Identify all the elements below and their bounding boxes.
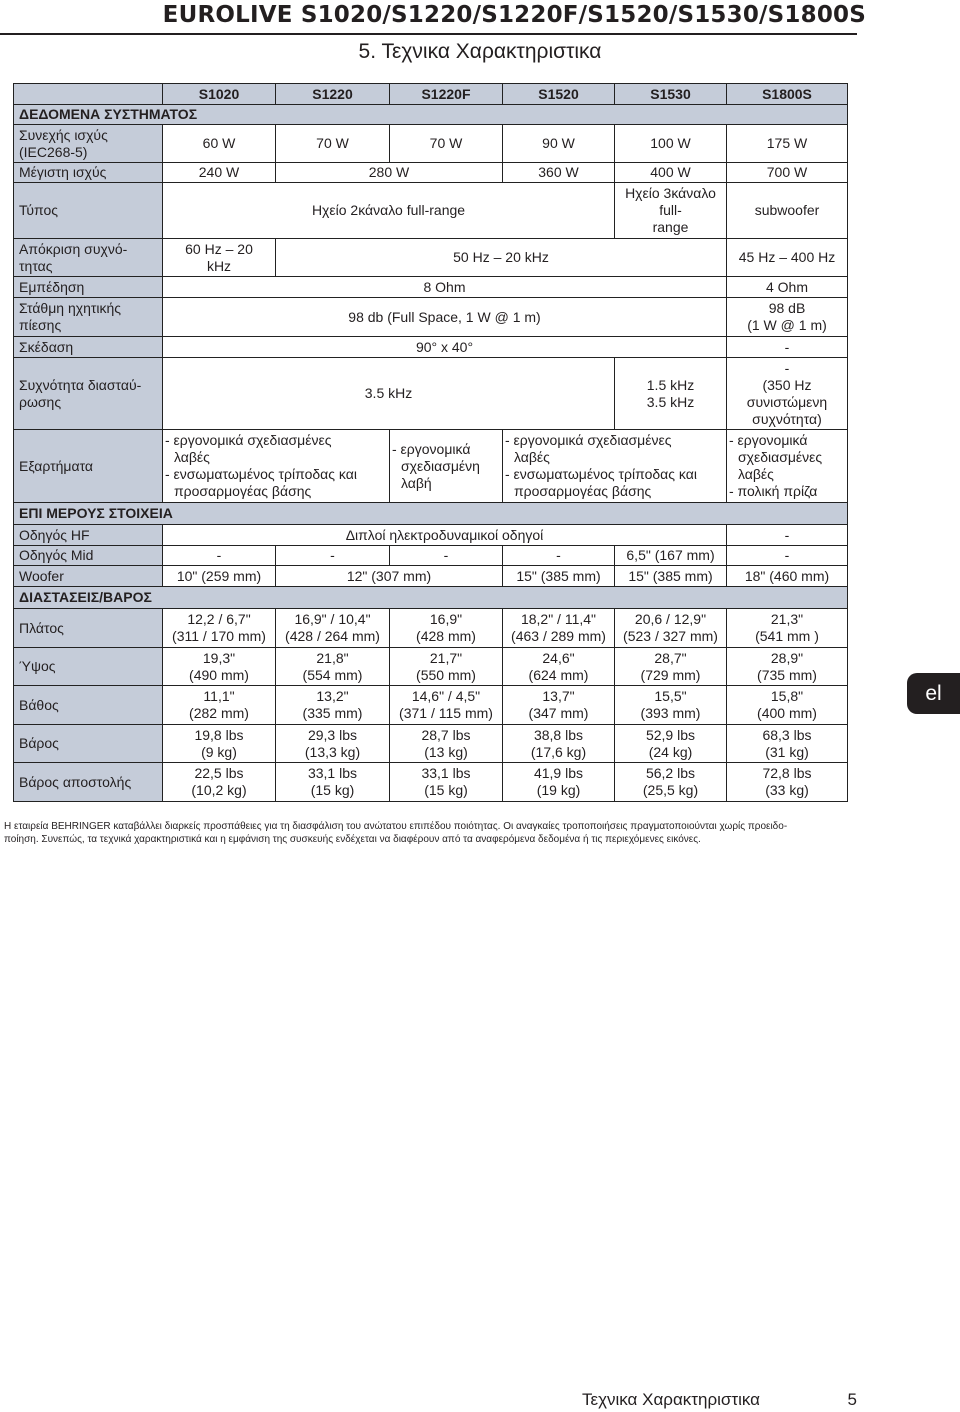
value-cell: 19,8 lbs (9 kg) <box>163 725 276 763</box>
value-cell: 38,8 lbs (17,6 kg) <box>503 725 615 763</box>
value-cell: 28,7 lbs (13 kg) <box>390 725 503 763</box>
row-label: Woofer <box>14 566 163 587</box>
value-cell: 45 Hz – 400 Hz <box>727 239 848 277</box>
spec-row-continuous-power <box>14 125 848 163</box>
value-cell: 8 Ohm <box>163 277 727 298</box>
value-cell: 70 W <box>276 125 390 163</box>
spec-row-weight <box>14 725 848 763</box>
spec-row-mid-driver <box>14 546 848 566</box>
value-cell: 24,6" (624 mm) <box>503 648 615 686</box>
value-cell: 33,1 lbs (15 kg) <box>276 763 390 802</box>
section-heading-components: ΕΠΙ ΜΕΡΟΥΣ ΣΤΟΙΧΕΙΑ <box>14 503 848 525</box>
disclaimer-note: Η εταιρεία BEHRINGER καταβάλλει διαρκείς προσπάθειες για τη διασφάλιση του ανώτατου επιπέδου ποιότητας. Οι αναγκαίες τροποποιήσεις πραγματοποιούνται χωρίς προειδο- ποίηση. Συνεπώς, τα τεχνικά χαρακτηριστικά και η εμφάνιση της συσκευής ενδέχεται να διαφέρουν από τα αναφερόμενα δεδομένα ή τις περιεχόμενες εικόνες. <box>4 821 788 845</box>
value-cell: 175 W <box>727 125 848 163</box>
row-label: Ύψος <box>14 648 163 686</box>
value-cell: 6,5" (167 mm) <box>615 546 727 566</box>
value-cell: 700 W <box>727 163 848 183</box>
section-heading-dimensions: ΔΙΑΣΤΑΣΕΙΣ/ΒΑΡΟΣ <box>14 587 848 609</box>
spec-row-frequency-response <box>14 239 848 277</box>
model-header-row <box>14 84 848 105</box>
spec-row-width <box>14 609 848 648</box>
value-cell: 15,5" (393 mm) <box>615 686 727 725</box>
value-cell: 13,2" (335 mm) <box>276 686 390 725</box>
value-cell: 20,6 / 12,9" (523 / 327 mm) <box>615 609 727 648</box>
value-cell: 11,1" (282 mm) <box>163 686 276 725</box>
section-row <box>14 105 848 125</box>
value-cell: - <box>727 337 848 358</box>
row-label: Βάρος <box>14 725 163 763</box>
value-cell: Ηχείο 2κάναλο full-range <box>163 183 615 239</box>
value-cell: 240 W <box>163 163 276 183</box>
value-cell: 100 W <box>615 125 727 163</box>
value-cell: 56,2 lbs (25,5 kg) <box>615 763 727 802</box>
value-cell: 50 Hz – 20 kHz <box>276 239 727 277</box>
value-cell: 33,1 lbs (15 kg) <box>390 763 503 802</box>
value-cell: - εργονομικά σχεδιασμένη λαβή <box>390 430 503 503</box>
value-cell: 16,9" (428 mm) <box>390 609 503 648</box>
model-header: S1800S <box>727 84 848 105</box>
value-cell: 68,3 lbs (31 kg) <box>727 725 848 763</box>
spec-row-depth <box>14 686 848 725</box>
model-header: S1220 <box>276 84 390 105</box>
footer-section-title: Τεχνικα Χαρακτηριστικα <box>581 1390 760 1409</box>
spec-row-dispersion <box>14 337 848 358</box>
value-cell: 14,6" / 4,5" (371 / 115 mm) <box>390 686 503 725</box>
value-cell: - <box>276 546 390 566</box>
spec-table <box>13 83 848 802</box>
value-cell: 98 db (Full Space, 1 W @ 1 m) <box>163 298 727 337</box>
document-title: EUROLIVE S1020/S1220/S1220F/S1520/S1530/S1800S <box>162 2 866 28</box>
section-heading-system: ΔΕΔΟΜΕΝΑ ΣΥΣΤΗΜΑΤΟΣ <box>14 105 848 125</box>
spec-row-height <box>14 648 848 686</box>
spec-row-impedance <box>14 277 848 298</box>
value-cell: 13,7" (347 mm) <box>503 686 615 725</box>
value-cell: 360 W <box>503 163 615 183</box>
value-cell: - εργονομικά σχεδιασμένες λαβές - πολική πρίζα <box>727 430 848 503</box>
language-tab: el <box>907 673 960 714</box>
section-title: 5. Τεχνικα Χαρακτηριστικα <box>358 40 602 63</box>
model-header: S1220F <box>390 84 503 105</box>
value-cell: 15,8" (400 mm) <box>727 686 848 725</box>
value-cell: - <box>503 546 615 566</box>
spec-row-type <box>14 183 848 239</box>
row-label: Βάθος <box>14 686 163 725</box>
value-cell: 19,3" (490 mm) <box>163 648 276 686</box>
value-cell: 1.5 kHz 3.5 kHz <box>615 358 727 430</box>
value-cell: 22,5 lbs (10,2 kg) <box>163 763 276 802</box>
spec-row-spl <box>14 298 848 337</box>
row-label: Απόκριση συχνό- τητας <box>14 239 163 277</box>
value-cell: 60 Hz – 20 kHz <box>163 239 276 277</box>
value-cell: 28,9" (735 mm) <box>727 648 848 686</box>
value-cell: 18" (460 mm) <box>727 566 848 587</box>
value-cell: subwoofer <box>727 183 848 239</box>
value-cell: 15" (385 mm) <box>615 566 727 587</box>
value-cell: 98 dB (1 W @ 1 m) <box>727 298 848 337</box>
value-cell: 21,3" (541 mm ) <box>727 609 848 648</box>
value-cell: Διπλοί ηλεκτροδυναμικοί οδηγοί <box>163 525 727 546</box>
value-cell: - <box>390 546 503 566</box>
spec-row-crossover <box>14 358 848 430</box>
model-header: S1530 <box>615 84 727 105</box>
value-cell: 12,2 / 6,7" (311 / 170 mm) <box>163 609 276 648</box>
model-header: S1020 <box>163 84 276 105</box>
value-cell: 72,8 lbs (33 kg) <box>727 763 848 802</box>
value-cell: - <box>727 546 848 566</box>
row-label: Πλάτος <box>14 609 163 648</box>
value-cell: 70 W <box>390 125 503 163</box>
page-number: 5 <box>847 1390 857 1409</box>
value-cell: Ηχείο 3κάναλο full- range <box>615 183 727 239</box>
value-cell: 4 Ohm <box>727 277 848 298</box>
spec-row-peak-power <box>14 163 848 183</box>
header-corner <box>14 84 163 105</box>
spec-row-hf-driver <box>14 525 848 546</box>
row-label: Εμπέδηση <box>14 277 163 298</box>
value-cell: 18,2" / 11,4" (463 / 289 mm) <box>503 609 615 648</box>
value-cell: 10" (259 mm) <box>163 566 276 587</box>
value-cell: - εργονομικά σχεδιασμένες λαβές - ενσωματωμένος τρίποδας και προσαρμογέας βάσης <box>503 430 727 503</box>
model-header: S1520 <box>503 84 615 105</box>
value-cell: 21,8" (554 mm) <box>276 648 390 686</box>
value-cell: - (350 Hz συνιστώμενη συχνότητα) <box>727 358 848 430</box>
row-label: Τύπος <box>14 183 163 239</box>
row-label: Εξαρτήματα <box>14 430 163 503</box>
value-cell: 29,3 lbs (13,3 kg) <box>276 725 390 763</box>
value-cell: - εργονομικά σχεδιασμένες λαβές - ενσωματωμένος τρίποδας και προσαρμογέας βάσης <box>163 430 390 503</box>
value-cell: 12" (307 mm) <box>276 566 503 587</box>
value-cell: 28,7" (729 mm) <box>615 648 727 686</box>
value-cell: - <box>727 525 848 546</box>
row-label: Βάρος αποστολής <box>14 763 163 802</box>
row-label: Στάθμη ηχητικής πίεσης <box>14 298 163 337</box>
row-label: Σκέδαση <box>14 337 163 358</box>
row-label: Οδηγός Mid <box>14 546 163 566</box>
value-cell: 90 W <box>503 125 615 163</box>
value-cell: 3.5 kHz <box>163 358 615 430</box>
value-cell: 60 W <box>163 125 276 163</box>
row-label: Μέγιστη ισχύς <box>14 163 163 183</box>
row-label: Συνεχής ισχύς (IEC268-5) <box>14 125 163 163</box>
spec-row-woofer <box>14 566 848 587</box>
value-cell: 400 W <box>615 163 727 183</box>
spec-row-accessories <box>14 430 848 503</box>
row-label: Οδηγός HF <box>14 525 163 546</box>
section-row <box>14 587 848 609</box>
value-cell: - <box>163 546 276 566</box>
row-label: Συχνότητα διασταύ- ρωσης <box>14 358 163 430</box>
section-row <box>14 503 848 525</box>
value-cell: 15" (385 mm) <box>503 566 615 587</box>
value-cell: 41,9 lbs (19 kg) <box>503 763 615 802</box>
title-rule <box>0 33 857 35</box>
value-cell: 280 W <box>276 163 503 183</box>
value-cell: 16,9" / 10,4" (428 / 264 mm) <box>276 609 390 648</box>
value-cell: 52,9 lbs (24 kg) <box>615 725 727 763</box>
value-cell: 21,7" (550 mm) <box>390 648 503 686</box>
value-cell: 90° x 40° <box>163 337 727 358</box>
spec-row-shipping-weight <box>14 763 848 802</box>
